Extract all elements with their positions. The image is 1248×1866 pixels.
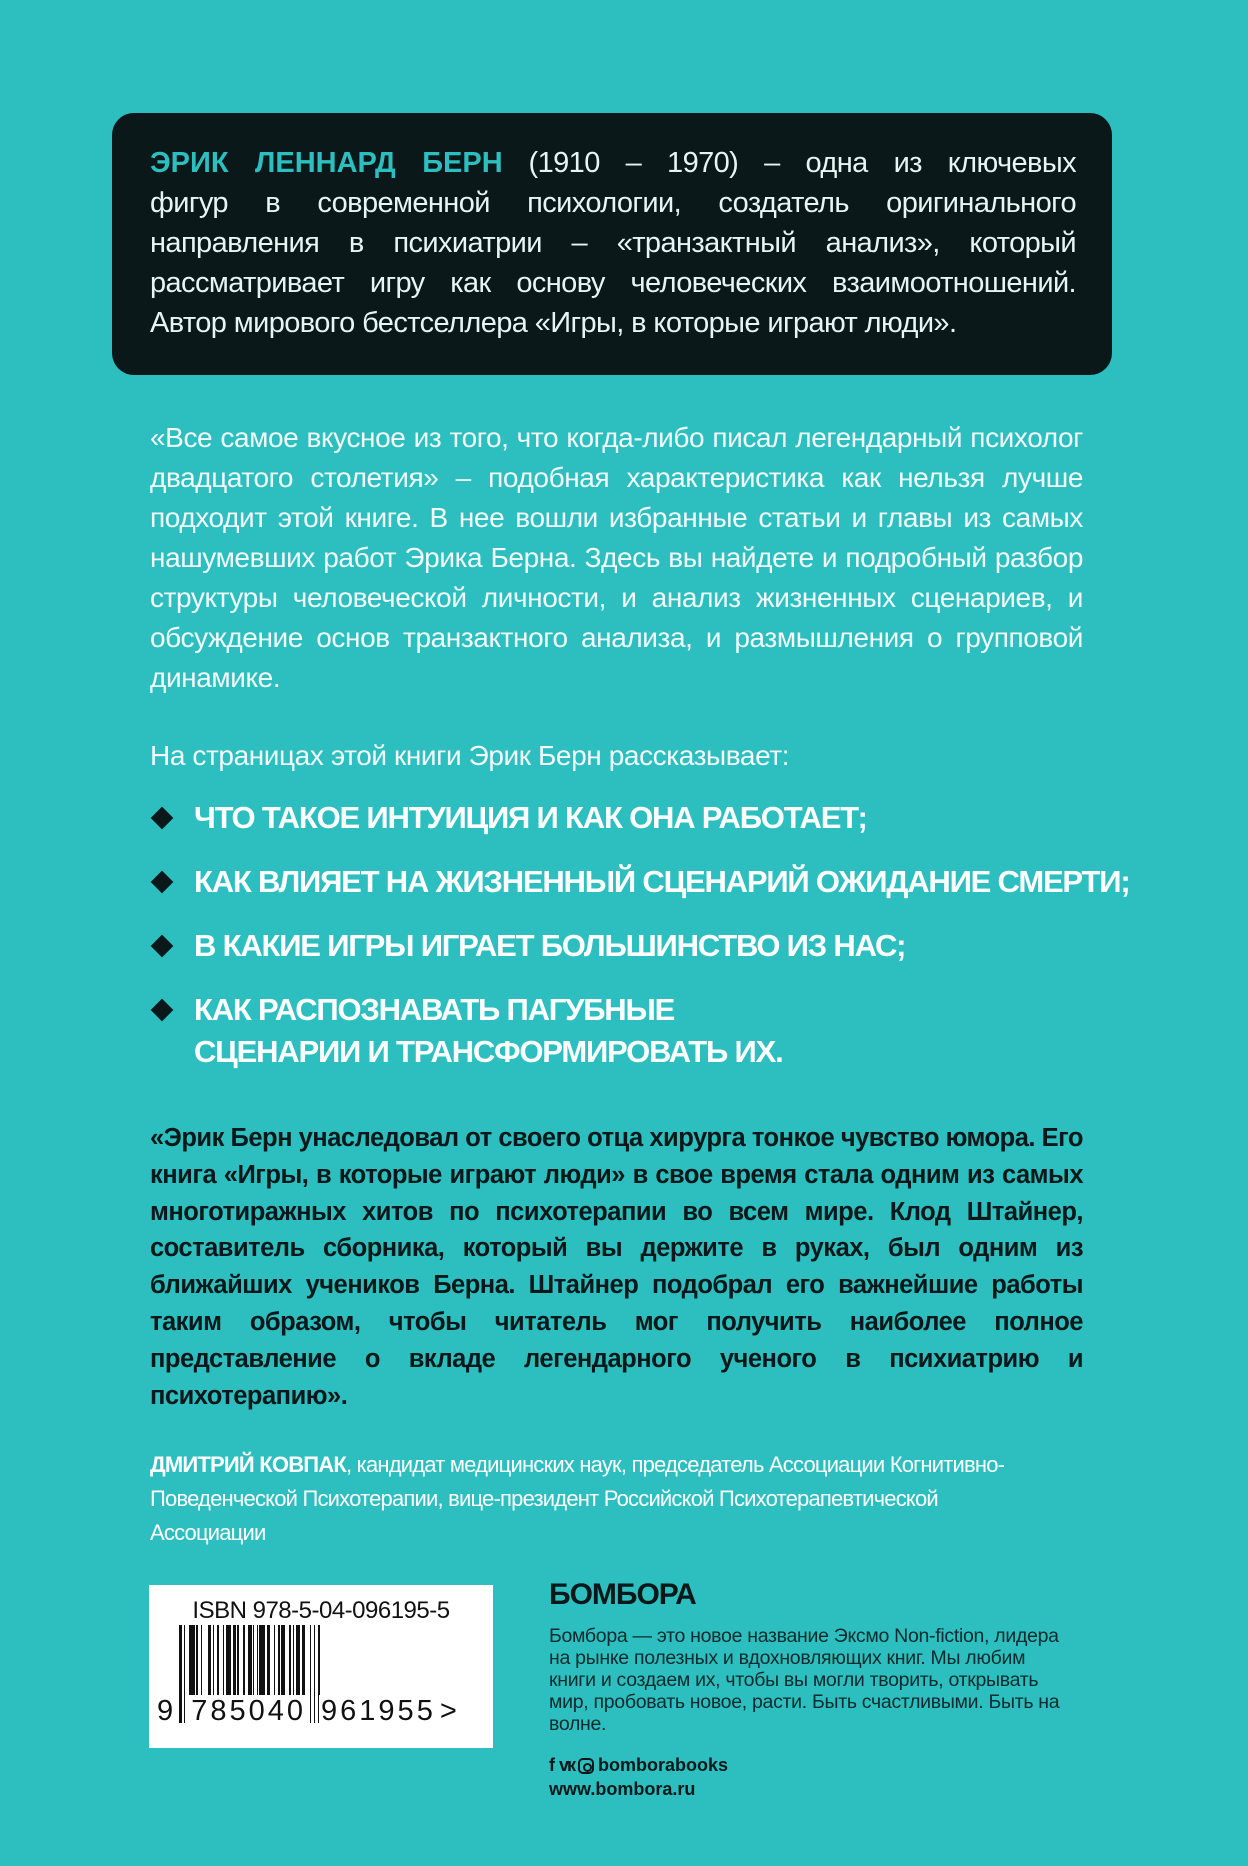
instagram-icon[interactable] [578,1758,594,1774]
barcode-digits [155,1695,462,1728]
isbn-number: ISBN 978-5-04-096195-5 [192,1597,450,1624]
barcode-digit-group: 9 [157,1695,177,1727]
book-description: «Все самое вкусное из того, что когда-либо писал легендарный психолог двадцатого столетия» – подобная характеристика как нельзя лучше подходит этой книге. В нее вошли избранные статьи и главы из самых нашумевших работ Эрика Берна. Здесь вы найдете и подробный разбор структуры человеческой личности, и анализ жизненных сценариев, и обсуждение основ транзактного анализа, и размышления о групповой динамике. [150,422,1083,693]
bio-line: Автор мирового бестселлера «Игры, в которые играют люди». [150,307,957,339]
diamond-bullet-icon [151,999,174,1022]
review-quote: «Эрик Берн унаследовал от своего отца хирурга тонкое чувство юмора. Его книга «Игры, в которые играют люди» в свое время стала одним из самых многотиражных хитов по психотерапии во всем мире. Клод Штайнер, составитель сборника, который вы держите в руках, был одним из ближайших учеников Берна. Штайнер подобрал его важнейшие работы таким образом, чтобы читатель мог получить наиболее полное представление о вкладе легендарного ученого в психиатрию и психотерапию». [150,1124,1083,1410]
barcode-digit-group: 785040 [191,1695,306,1727]
facebook-icon[interactable]: f [549,1755,555,1775]
topic-text: КАК ВЛИЯЕТ НА ЖИЗНЕННЫЙ СЦЕНАРИЙ ОЖИДАНИЕ СМЕРТИ; [194,864,1130,899]
publisher-website[interactable]: www.bombora.ru [549,1779,696,1799]
bullets-intro: На страницах этой книги Эрик Берн рассказывает: [150,740,790,771]
topic-text: В КАКИЕ ИГРЫ ИГРАЕТ БОЛЬШИНСТВО ИЗ НАС; [194,928,906,963]
topic-text: КАК РАСПОЗНАВАТЬ ПАГУБНЫЕ СЦЕНАРИИ И ТРАНСФОРМИРОВАТЬ ИХ. [194,992,783,1069]
diamond-bullet-icon [151,871,174,894]
barcode-digit-group: > [439,1695,460,1727]
bio-line: фигур в современной психологии, создатель оригинального [150,187,1076,219]
author-bio-box [112,113,1112,375]
diamond-bullet-icon [151,935,174,958]
bio-line: направления в психиатрии – «транзактный анализ», который [150,227,1076,259]
topic-item [150,861,1129,903]
topic-text: ЧТО ТАКОЕ ИНТУИЦИЯ И КАК ОНА РАБОТАЕТ; [194,800,867,835]
topic-item [150,925,1129,967]
publisher-logo: БОМБОРА [549,1578,696,1611]
publisher-about: Бомбора — это новое название Эксмо Non-fiction, лидера на рынке полезных и вдохновляющих книг. Мы любим книги и создаем их, чтобы вы могли творить, открывать мир, пробовать новое, расти. Быть счастливыми. Быть на волне. [549,1625,1060,1735]
diamond-bullet-icon [151,807,174,830]
isbn-barcode [149,1585,493,1748]
reviewer-name: ДМИТРИЙ КОВПАК [150,1452,347,1477]
social-handle[interactable]: bomborabooks [598,1755,729,1775]
topic-list [150,797,1129,1095]
author-name: ЭРИК ЛЕННАРД БЕРН [150,147,503,179]
topic-item [150,797,1129,839]
quote-attribution [150,1448,1050,1550]
bio-line: рассматривает игру как основу человеческих взаимоотношений. [150,267,1076,299]
vk-icon[interactable]: vк [559,1755,575,1775]
bio-line: (1910 – 1970) – одна из ключевых [502,147,1076,179]
social-links [549,1755,728,1776]
topic-item [150,989,1129,1073]
barcode-digit-group: 961955 [321,1695,436,1727]
reviewer-title: , кандидат медицинских наук, председатель Ассоциации Когнитивно-Поведенческой Психотерапии, вице-президент Российской Психотерапевтической Ассоциации [150,1452,1005,1545]
